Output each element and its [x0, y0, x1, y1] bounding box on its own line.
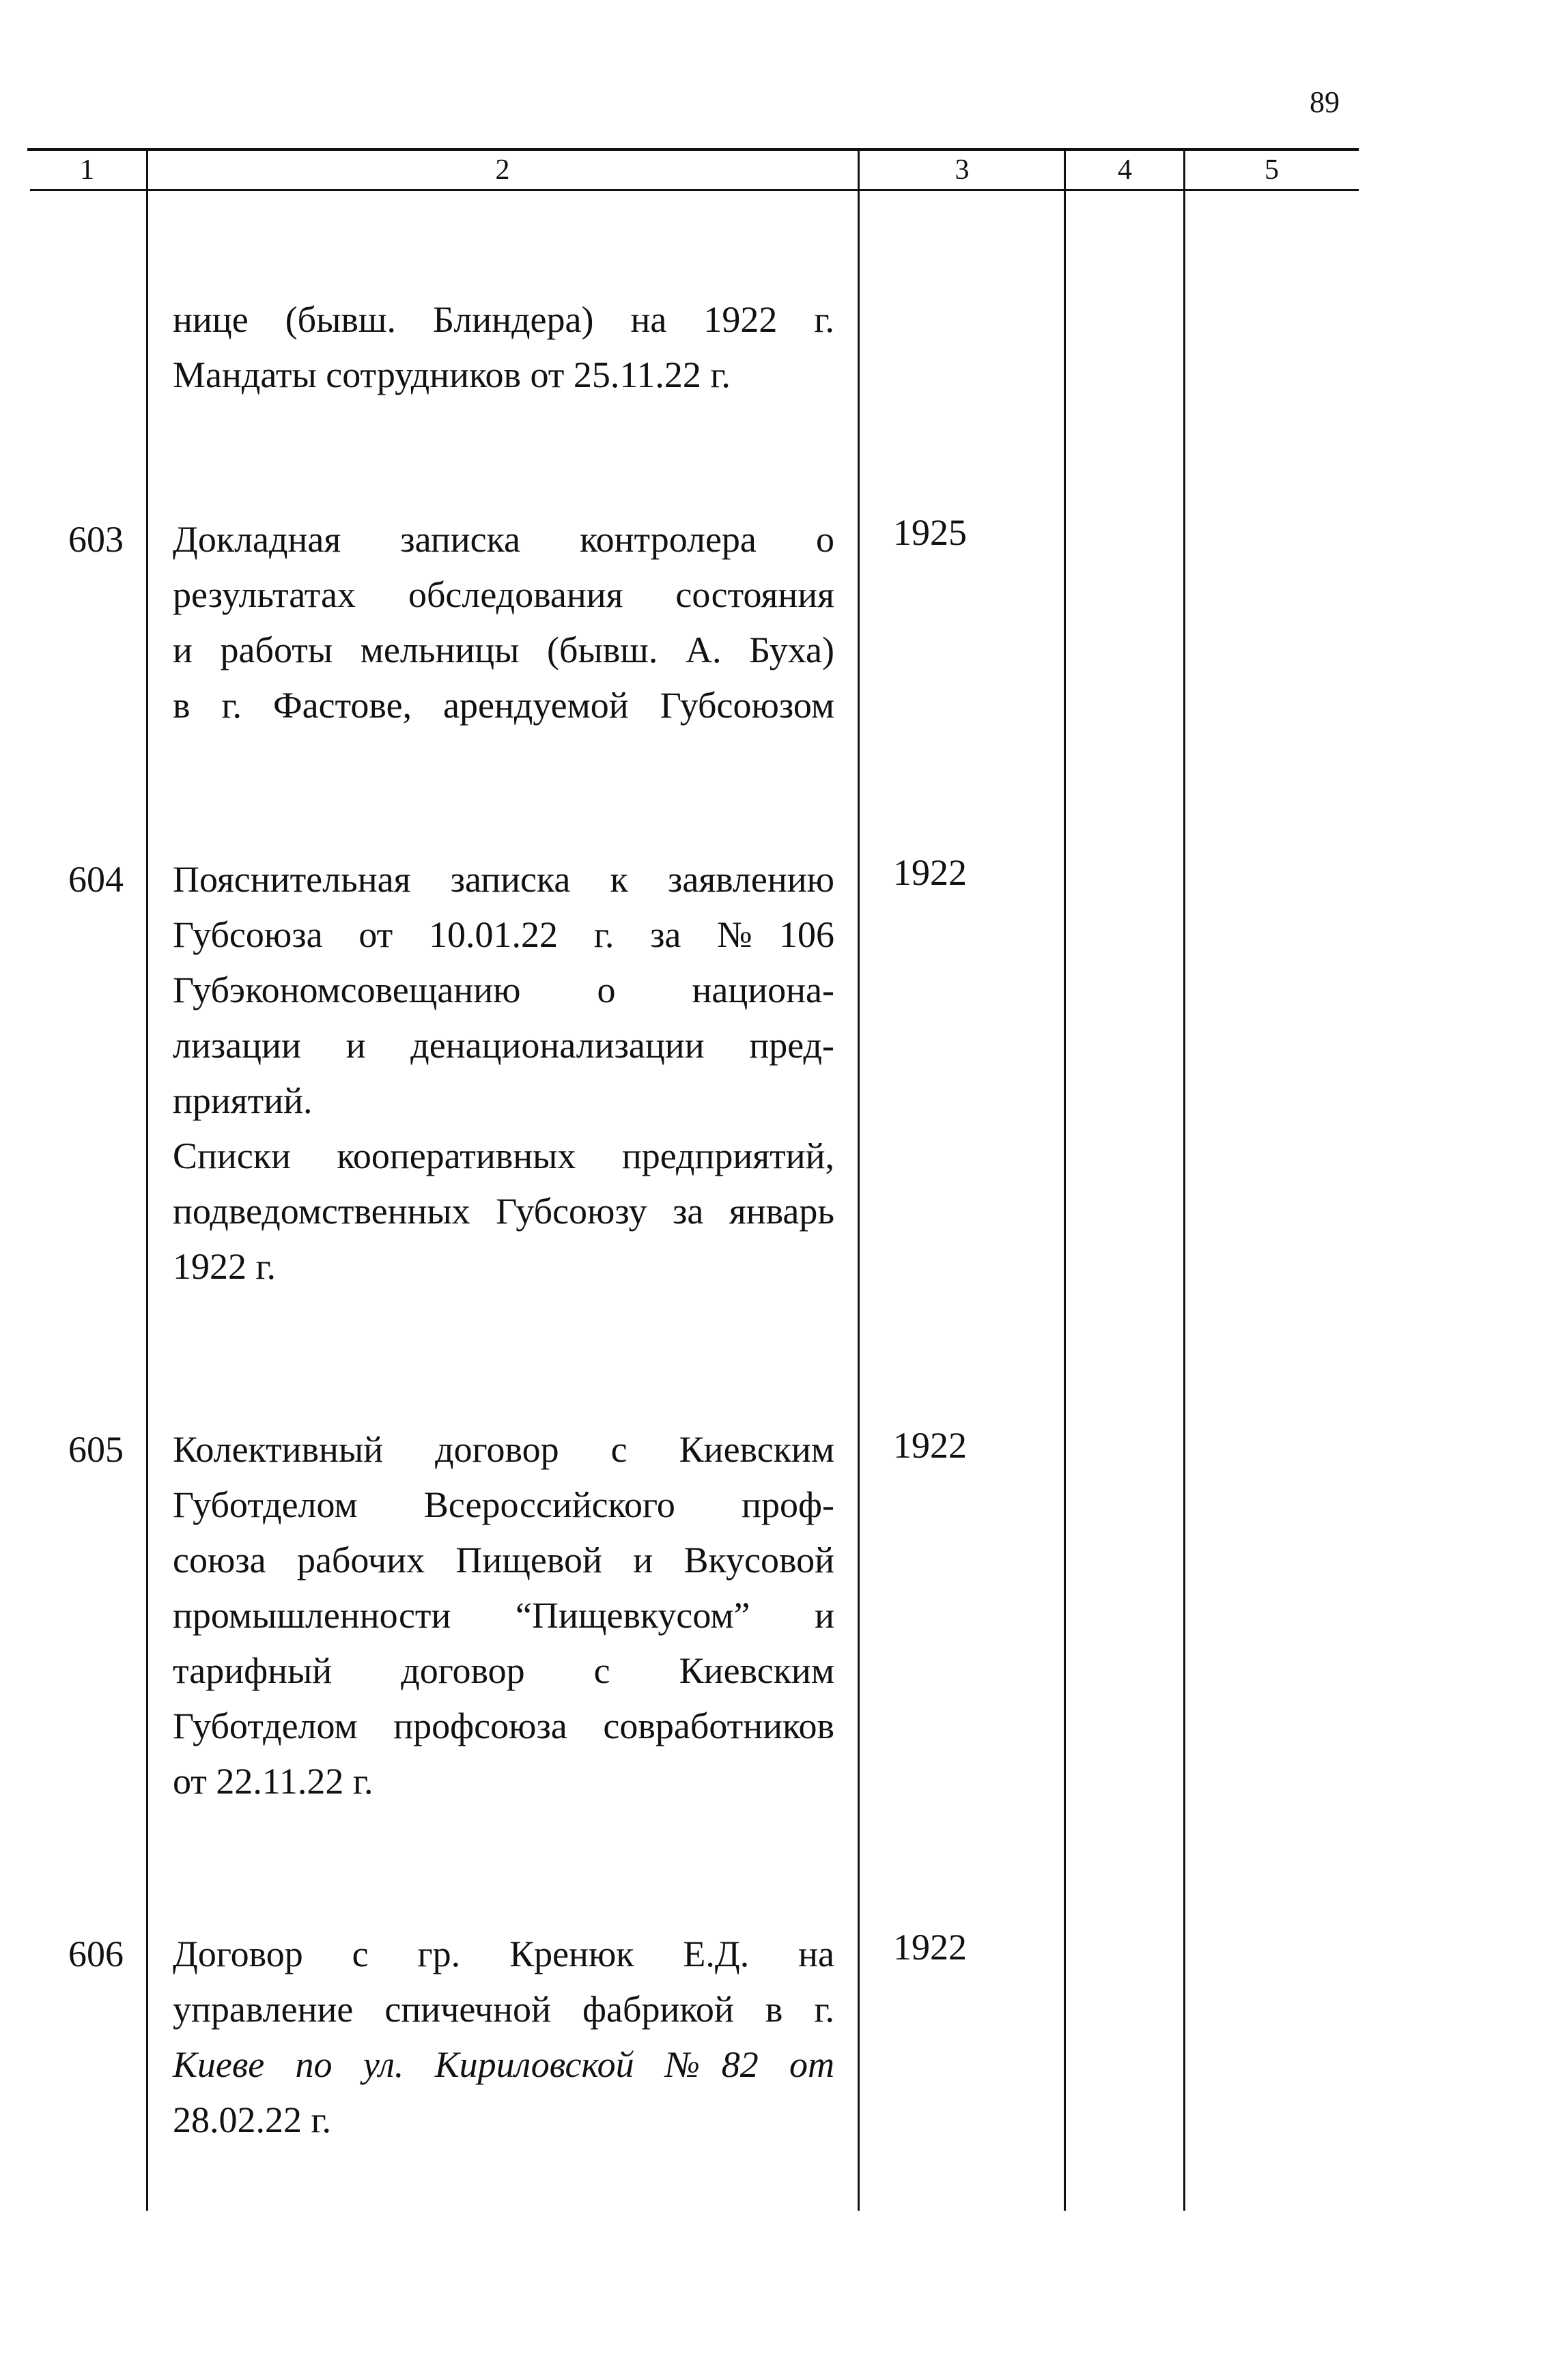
column-header-1: 1 [80, 154, 94, 186]
table-row-description [173, 852, 834, 1294]
table-row-continuation-description [173, 292, 834, 403]
table-row-description [173, 1927, 834, 2148]
table-row-description [173, 1422, 834, 1809]
description-line: Колективный договор с Киевским [173, 1429, 834, 1470]
description-line: 1922 г. [173, 1246, 277, 1287]
description-line: приятий. [173, 1080, 313, 1121]
table-row-description [173, 512, 834, 733]
description-line: и работы мельницы (бывш. А. Буха) [173, 629, 834, 670]
description-line: промышленности “Пищевкусом” и [173, 1595, 834, 1636]
description-line: 28.02.22 г. [173, 2099, 332, 2140]
description-line: в г. Фастове, арендуемой Губсоюзом [173, 685, 834, 726]
description-line: лизации и денационализации пред- [173, 1025, 834, 1066]
description-line: тарифный договор с Киевским [173, 1650, 834, 1691]
column-header-4: 4 [1118, 154, 1132, 186]
description-line: результатах обследования состояния [173, 574, 834, 615]
row-year: 1922 [893, 1425, 967, 1466]
description-line: подведомственных Губсоюзу за январь [173, 1191, 834, 1232]
description-line: Мандаты сотрудников от 25.11.22 г. [173, 354, 731, 395]
column-header-5: 5 [1265, 154, 1279, 186]
column-divider-3 [1064, 148, 1066, 2211]
table-header-rule [30, 189, 1359, 191]
description-line: нице (бывш. Блиндера) на 1922 г. [173, 299, 834, 340]
column-header-2: 2 [495, 154, 510, 186]
description-line: Списки кооперативных предприятий, [173, 1135, 834, 1176]
description-line: Губэкономсовещанию о национа- [173, 969, 834, 1010]
row-number: 604 [68, 859, 124, 900]
table-top-rule [27, 148, 1359, 151]
description-line: Губотделом Всероссийского проф- [173, 1484, 834, 1525]
description-line: Губотделом профсоюза совработников [173, 1705, 834, 1746]
column-header-3: 3 [955, 154, 970, 186]
column-divider-2 [858, 148, 860, 2211]
description-line: Губсоюза от 10.01.22 г. за №106 [173, 914, 834, 955]
description-line: Договор с гр. Кренюк Е.Д. на [173, 1933, 834, 1974]
description-line: союза рабочих Пищевой и Вкусовой [173, 1540, 834, 1581]
row-number: 605 [68, 1429, 124, 1470]
description-line: Киеве по ул. Кириловской №82 от [173, 2044, 834, 2085]
column-divider-1 [146, 148, 148, 2211]
description-line: управление спичечной фабрикой в г. [173, 1989, 834, 2030]
description-line: Пояснительная записка к заявлению [173, 859, 834, 900]
description-line: от 22.11.22 г. [173, 1761, 373, 1802]
row-year: 1922 [893, 852, 967, 893]
row-year: 1925 [893, 512, 967, 553]
column-divider-4 [1183, 148, 1185, 2211]
page-number: 89 [1310, 85, 1340, 119]
row-year: 1922 [893, 1927, 967, 1968]
description-line: Докладная записка контролера о [173, 519, 834, 560]
row-number: 603 [68, 519, 124, 560]
row-number: 606 [68, 1933, 124, 1974]
